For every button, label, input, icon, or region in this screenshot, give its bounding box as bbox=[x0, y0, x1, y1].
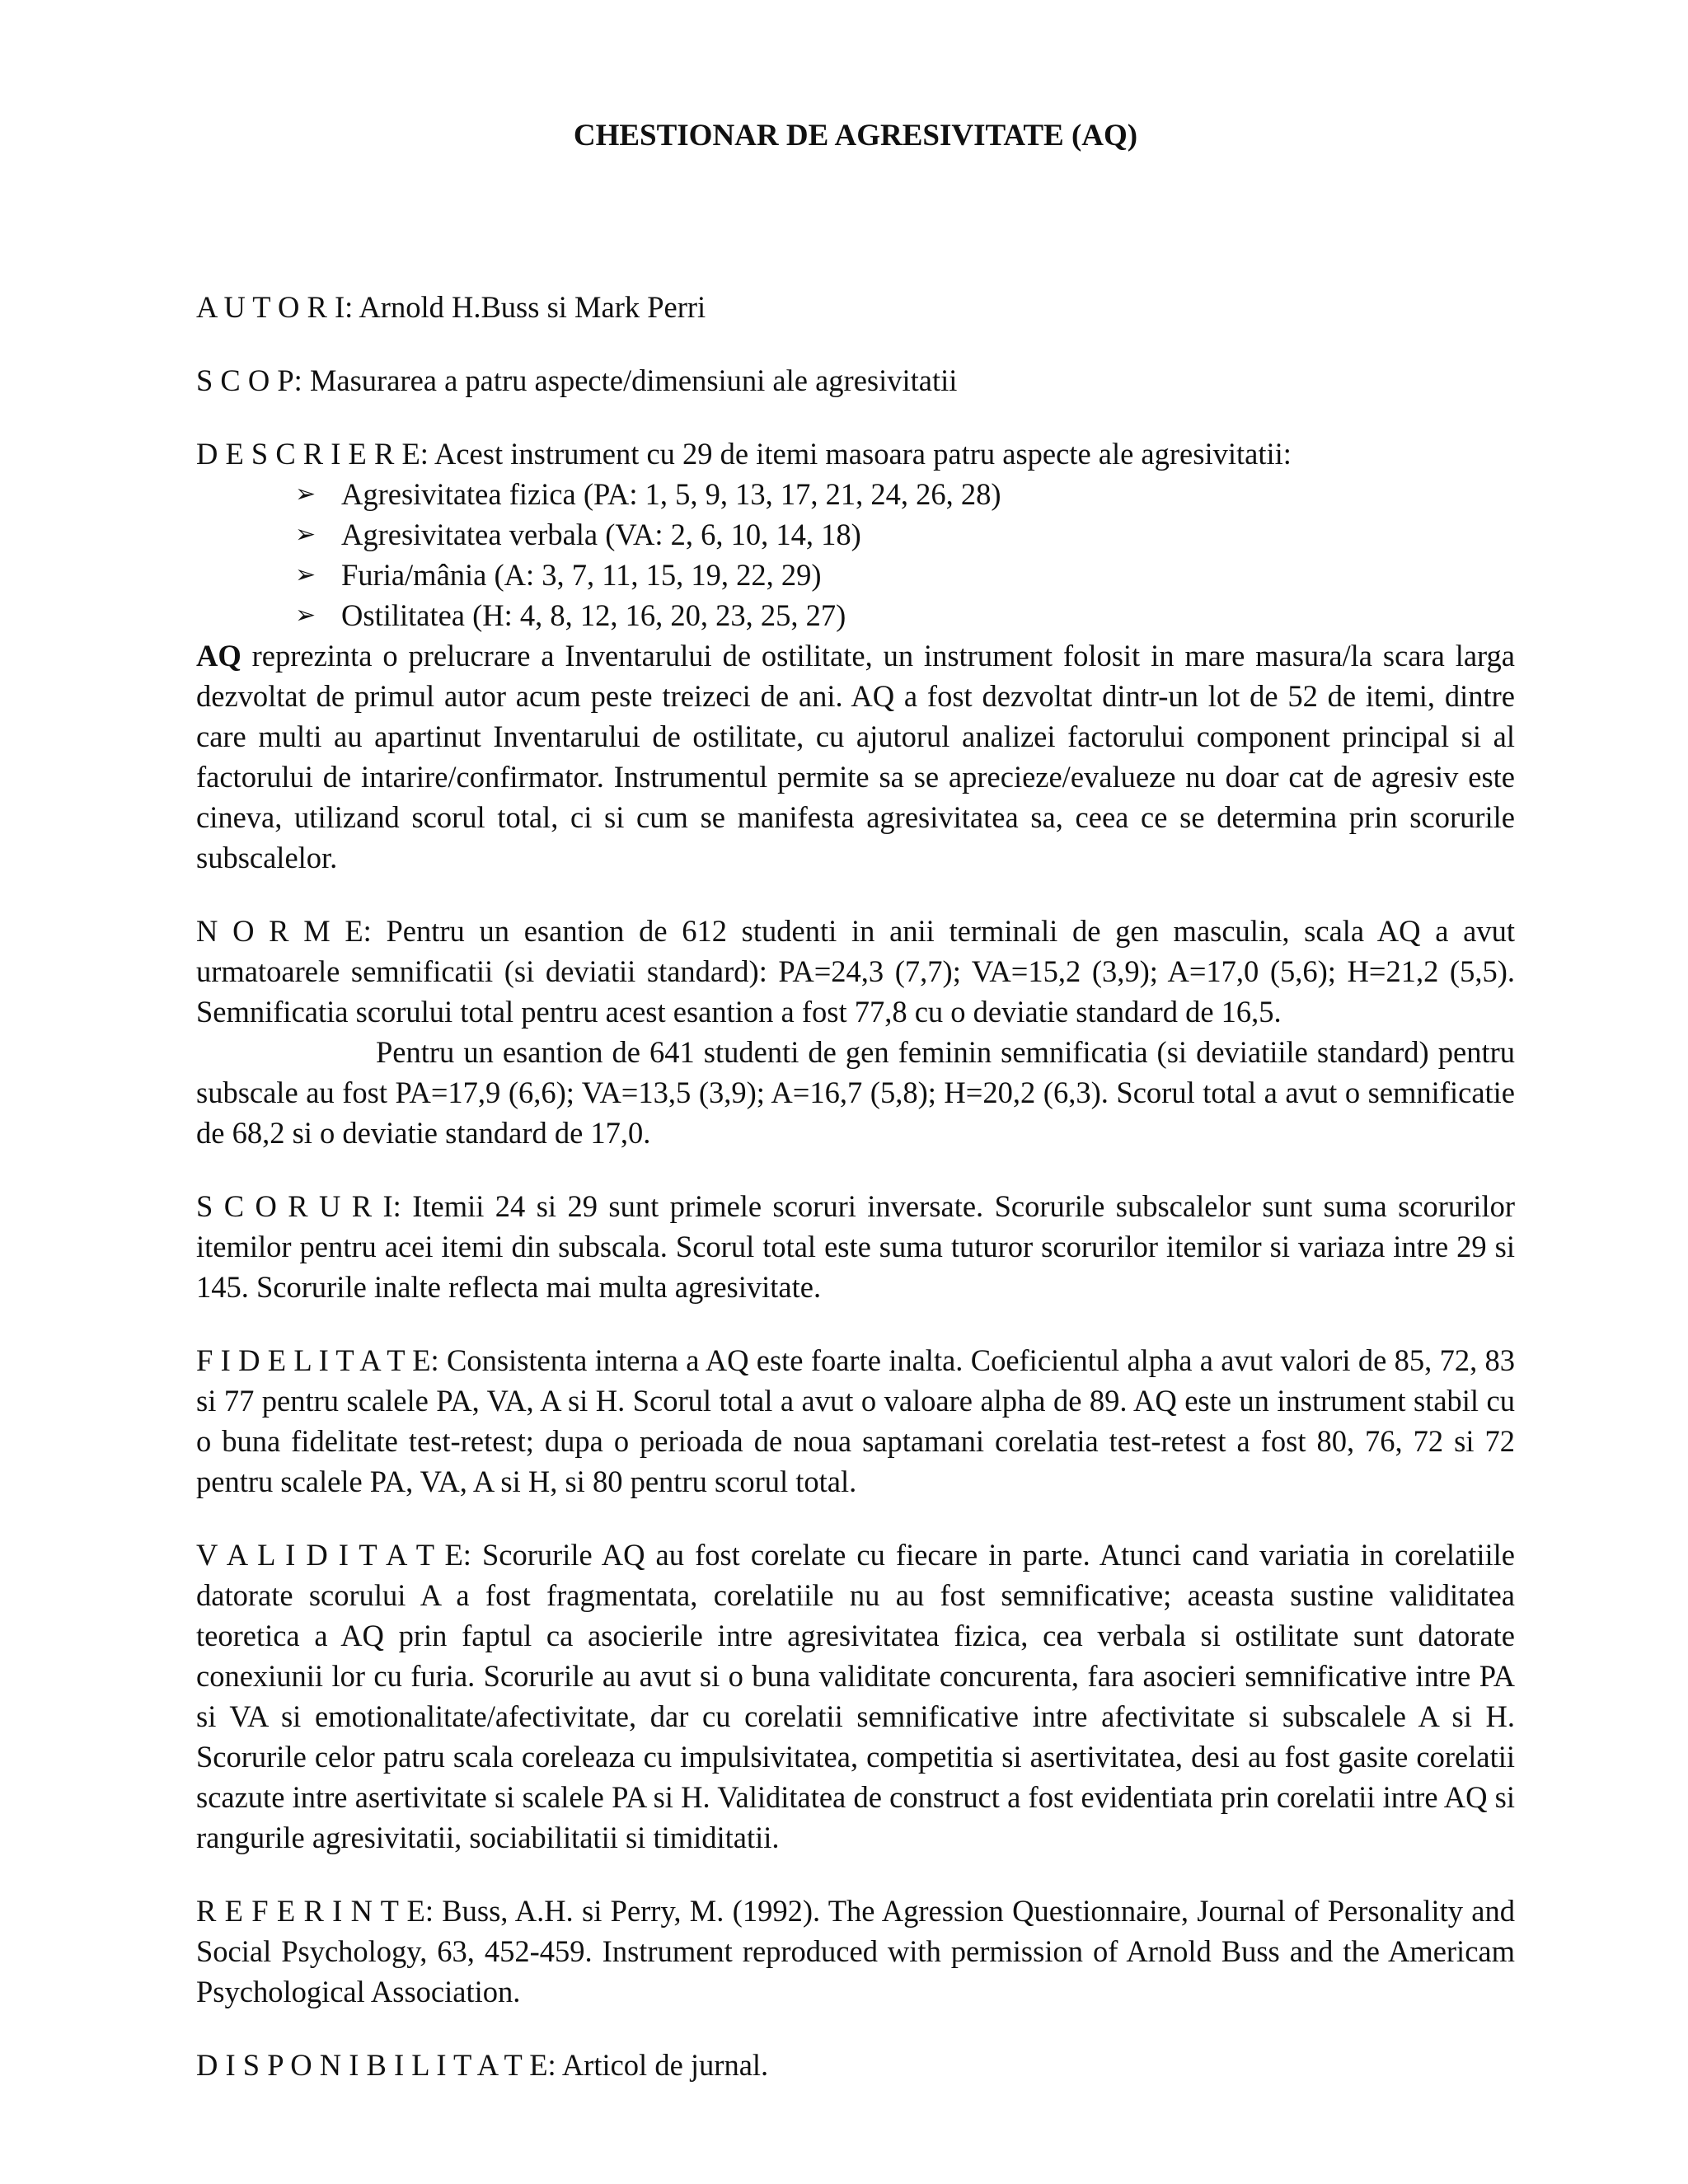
aq-bold-label: AQ bbox=[196, 639, 241, 673]
arrow-bullet-icon: ➢ bbox=[295, 520, 316, 549]
norme-text: Pentru un esantion de 612 studenti in anii terminali de gen masculin, scala AQ a avut urmatoarele semnificatii (si deviatii standard): PA=24,3 (7,7); VA=15,2 (3,9); A=17,0 (5,6); H=21,2 (5,5). Semnificatia scorului total pentru acest esantion a fost 77,8 cu o deviatie standard de 16,5. bbox=[196, 914, 1515, 1029]
autori-text: Arnold H.Buss si Mark Perri bbox=[353, 290, 706, 324]
section-fidelitate bbox=[196, 1340, 1515, 1502]
list-item: ➢ Ostilitatea (H: 4, 8, 12, 16, 20, 23, 25, 27) bbox=[196, 595, 1515, 635]
section-referinte bbox=[196, 1891, 1515, 2012]
section-scop bbox=[196, 360, 1515, 401]
list-item: ➢ Furia/mânia (A: 3, 7, 11, 15, 19, 22, 29) bbox=[196, 555, 1515, 595]
section-disponibilitate bbox=[196, 2045, 1515, 2085]
scop-text: Masurarea a patru aspecte/dimensiuni ale agresivitatii bbox=[302, 363, 958, 397]
arrow-bullet-icon: ➢ bbox=[295, 560, 316, 589]
descriere-bullet-list bbox=[196, 474, 1515, 635]
arrow-bullet-icon: ➢ bbox=[295, 601, 316, 630]
fidelitate-label: F I D E L I T A T E: bbox=[196, 1343, 439, 1377]
scoruri-label: S C O R U R I: bbox=[196, 1189, 401, 1223]
referinte-label: R E F E R I N T E: bbox=[196, 1894, 434, 1928]
arrow-bullet-icon: ➢ bbox=[295, 480, 316, 509]
section-autori bbox=[196, 287, 1515, 327]
section-scoruri bbox=[196, 1186, 1515, 1307]
document-page bbox=[196, 115, 1515, 2118]
list-item: ➢ Agresivitatea fizica (PA: 1, 5, 9, 13, 17, 21, 24, 26, 28) bbox=[196, 474, 1515, 514]
autori-label: A U T O R I: bbox=[196, 290, 354, 324]
scoruri-text: Itemii 24 si 29 sunt primele scoruri inversate. Scorurile subscalelor sunt suma scorurilor itemilor pentru acei itemi din subscala. Scorul total este suma tuturor scorurilor itemilor si variaza intre 29 si 145. Scorurile inalte reflecta mai multa agresivitate. bbox=[196, 1189, 1515, 1304]
disponibilitate-label: D I S P O N I B I L I T A T E: bbox=[196, 2048, 556, 2082]
referinte-text: Buss, A.H. si Perry, M. (1992). The Agression Questionnaire, Journal of Personality and Social Psychology, 63, 452-459. Instrument reproduced with permission of Arnold Buss and the Americam Psychological Association. bbox=[196, 1894, 1515, 2008]
list-item: ➢ Agresivitatea verbala (VA: 2, 6, 10, 14, 18) bbox=[196, 514, 1515, 555]
descriere-paragraph: AQ reprezinta o prelucrare a Inventarului de ostilitate, un instrument folosit in mare masura/la scara larga dezvoltat de primul autor acum peste treizeci de ani. AQ a fost dezvoltat dintr-un lot de 52 de itemi, dintre care multi au apartinut Inventarului de ostilitate, cu ajutorul analizei factorului component principal si al factorului de intarire/confirmator. Instrumentul permite sa se aprecieze/evalueze nu doar cat de agresiv este cineva, utilizand scorul total, ci si cum se manifesta agresivitatea sa, ceea ce se determina prin scorurile subscalelor. bbox=[196, 639, 1515, 874]
validitate-text: Scorurile AQ au fost corelate cu fiecare in parte. Atunci cand variatia in corelatiile datorate scorului A a fost fragmentata, corelatiile nu au fost semnificative; aceasta sustine validitatea teoretica a AQ prin faptul ca asocierile intre agresivitatea fizica, cea verbala si ostilitate sunt datorate conexiunii lor cu furia. Scorurile au avut si o buna validitate concurenta, fara asocieri semnificative intre PA si VA si emotionalitate/afectivitate, dar cu corelatii semnificative intre afectivitate si subscalele A si H. Scorurile celor patru scala coreleaza cu impulsivitatea, competitia si asertivitatea, desi au fost gasite corelatii scazute intre asertivitate si scalele PA si H. Validitatea de construct a fost evidentiata prin corelatii intre AQ si rangurile agresivitatii, sociabilitatii si timiditatii. bbox=[196, 1538, 1515, 1854]
section-descriere bbox=[196, 434, 1515, 878]
section-validitate bbox=[196, 1535, 1515, 1858]
descriere-label: D E S C R I E R E: bbox=[196, 437, 429, 471]
norme-label: N O R M E: bbox=[196, 914, 372, 948]
norme-text-2: Pentru un esantion de 641 studenti de gen feminin semnificatia (si deviatiile standard) pentru subscale au fost PA=17,9 (6,6); VA=13,5 (3,9); A=16,7 (5,8); H=20,2 (6,3). Scorul total a avut o semnificatie de 68,2 si o deviatie standard de 17,0. bbox=[196, 1035, 1515, 1150]
disponibilitate-text: Articol de jurnal. bbox=[556, 2048, 769, 2082]
section-norme bbox=[196, 911, 1515, 1153]
validitate-label: V A L I D I T A T E: bbox=[196, 1538, 471, 1572]
fidelitate-text: Consistenta interna a AQ este foarte inalta. Coeficientul alpha a avut valori de 85, 72, 83 si 77 pentru scalele PA, VA, A si H. Scorul total a avut o valoare alpha de 89. AQ este un instrument stabil cu o buna fidelitate test-retest; dupa o perioada de noua saptamani corelatia test-retest a fost 80, 76, 72 si 72 pentru scalele PA, VA, A si H, si 80 pentru scorul total. bbox=[196, 1343, 1515, 1498]
descriere-text: Acest instrument cu 29 de itemi masoara patru aspecte ale agresivitatii: bbox=[428, 437, 1292, 471]
document-title: CHESTIONAR DE AGRESIVITATE (AQ) bbox=[573, 119, 1138, 152]
scop-label: S C O P: bbox=[196, 363, 302, 397]
